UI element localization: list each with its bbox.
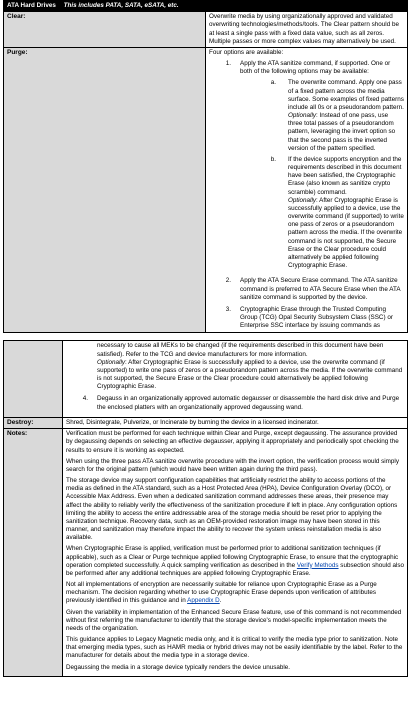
purge-item-3 [209,306,404,331]
purge-item-1a-optional-label: Optionally [288,112,317,120]
notes-paragraph-5 [66,581,404,606]
notes-label: Notes: [4,429,63,677]
table-title: ATA Hard Drives [7,2,56,9]
table-header-row [4,1,408,12]
purge-item-3-optional-text: : After Cryptographic Erase is successfully applied to a device, use the overwrite command (if supported) to write one pass of zeros or a pseudorandom pattern across the media. If the overwrite command is not supported, the Secure Erase or the Clear procedure could alternatively be applied following Cryptographic Erase. [97,358,403,391]
purge-item-3-text: Cryptographic Erase through the Trusted Computing Group (TCG) Opal Security Subsystem Class (SSC) or Enterprise SSC interface by issuing commands as [240,305,393,330]
destroy-row [4,417,408,428]
purge-item-1 [209,60,404,273]
purge-item-2-number: 2. [225,277,231,285]
purge-item-1a-letter: a. [270,79,276,87]
purge-item-3-number: 3. [225,305,231,313]
notes-paragraph-4-text-b: subsection should also be performed after any additional techniques are applied following Cryptographic Erase. [66,561,405,577]
clear-label: Clear: [4,12,206,48]
notes-paragraph-5-text-b: . [219,597,222,605]
page-break [1,333,414,340]
purge-content [206,47,408,333]
ata-sanitization-table-continued [3,340,408,676]
purge-item-1b-text: If the device supports encryption and the requirements described in this document have been satisfied, the Cryptographic Erase (also known as sanitize crypto scramble) command. [288,155,402,196]
clear-row [4,12,408,48]
purge-label: Purge: [4,47,206,333]
notes-paragraph-1: Verification must be performed for each technique within Clear and Purge, except degaussing. The assurance provided by degaussing depends on selecting an effective degausser, applying it appropriately and periodically spot checking the results to ensure it is working as expected. [66,430,399,454]
clear-text: Overwrite media by using organizationally approved and validated overwriting technologies/methods/tools. The Clear pattern should be at least a single pass with a fixed data value, such as all zeros. Multiple passes or more complex values may alternatively be used. [206,12,408,48]
purge-item-3-continued-text: necessary to cause all MEKs to be changed (if the requirements described in this document have been satisfied). Refer to the TCG and device manufacturers for more information. [97,342,384,358]
purge-item-1b [240,156,404,270]
purge-item-1b-optional-label: Optionally [288,196,317,204]
purge-item-1-number: 1. [225,60,231,68]
notes-paragraph-8: Degaussing the media in a storage device typically renders the device unusable. [66,663,291,671]
appendix-d-link[interactable]: Appendix D [187,597,220,605]
purge-row [4,47,408,333]
purge-item-4 [66,395,404,411]
notes-paragraph-2: When using the three pass ATA sanitize overwrite procedure with the invert option, the verification process would simply search for the original pattern (which would have been written again during the third pass). [66,457,399,473]
destroy-label: Destroy: [4,417,63,428]
purge-item-2-text: Apply the ATA Secure Erase command. The ATA sanitize command is preferred to ATA Secure Erase when the ATA sanitize command is supported by the device. [240,277,401,301]
purge-item-1a [240,79,404,153]
purge-intro: Four options are available: [209,48,284,56]
purge-item-4-text: Degauss in an organizationally approved automatic degausser or disassemble the hard disk drive and Purge the enclosed platters with an organizationally approved degaussing wand. [97,395,400,411]
purge-item-3-continued [66,342,404,391]
purge-item-1a-optional-text: : Instead of one pass, use three total passes of a pseudorandom pattern, leveraging the invert option so that the second pass is the inverted version of the pattern specified. [288,112,396,152]
document-page [1,0,414,677]
table-header-cell [4,1,408,12]
purge-item-1b-letter: b. [270,155,276,163]
purge-item-2 [209,277,404,302]
purge-item-1a-text: The overwrite command. Apply one pass of a fixed pattern across the media surface. Some examples of fixed patterns include all 0s or a pseudorandom pattern. [288,79,404,111]
purge-item-3-optional-label: Optionally [97,358,126,366]
purge-item-4-number: 4. [82,395,88,403]
notes-paragraph-7: This guidance applies to Legacy Magnetic media only, and it is critical to verify the media type prior to sanitization. Note that emerging media types, such as HAMR media or hybrid drives may not be easily identifiable by the label. Refer to the manufacturer for details about the media type in a storage device. [66,636,403,660]
notes-paragraph-5-text-a: Not all implementations of encryption are necessarily suitable for reliance upon Cryptographic Erase as a Purge mechanism. The decision regarding whether to use Cryptographic Erase depends upon verification of attributes previously identified in this guidance and in [66,581,377,605]
purge-item-1-text: Apply the ATA sanitize command, if supported. One or both of the following options may be available: [240,60,391,76]
notes-paragraph-3: The storage device may support configuration capabilities that artificially restrict the ability to access portions of the media as defined in the ATA standard, such as a Host Protected Area (HPA), Device Configuration Overlay (DCO), or Accessible Max Address. Even when a dedicated sanitization command addresses these areas, their presence may affect the ability to reliably verify the effectiveness of the sanitization procedure if left in place. Any configuration options limiting the ability to access the entire addressable area of the storage media should be reset prior to applying the sanitization technique. Recovery data, such as an OEM-provided restoration image may have been stored in this manner, and sanitization may therefore impact the ability to recover the system unless reinstallation media is also available. [66,477,398,542]
verify-methods-link[interactable]: Verify Methods [296,561,339,569]
purge-continued-row [4,341,408,417]
destroy-text: Shred, Disintegrate, Pulverize, or Incinerate by burning the device in a licensed incinerator. [63,417,408,428]
purge-continued-label [4,341,63,417]
notes-paragraph-6: Given the variability in implementation of the Enhanced Secure Erase feature, use of this command is not recommended without first referring the manufacturer to identify that the storage device's model-specific implementation meets the needs of the organization. [66,608,402,632]
notes-paragraph-4-text-a: When Cryptographic Erase is applied, verification must be performed prior to additional sanitization techniques (if applicable), such as a Clear or Purge technique applied following Cryptographic Erase, to ensure that the cryptographic operation completed successfully. A quick sampling verification as described in the [66,545,399,569]
table-subtitle: This includes PATA, SATA, eSATA, etc. [63,2,179,9]
ata-sanitization-table [3,0,408,333]
notes-paragraph-4 [66,545,404,578]
purge-item-1b-optional-text: : After Cryptographic Erase is successfully applied to a device, use the overwrite command (if supported) to write one pass of zeros or a pseudorandom pattern across the media. If the overwrite command is not supported, the Secure Erase or the Clear procedure could alternatively be applied following Cryptographic Erase. [288,196,404,270]
notes-content [63,429,408,677]
purge-continued-content [63,341,408,417]
notes-row [4,429,408,677]
